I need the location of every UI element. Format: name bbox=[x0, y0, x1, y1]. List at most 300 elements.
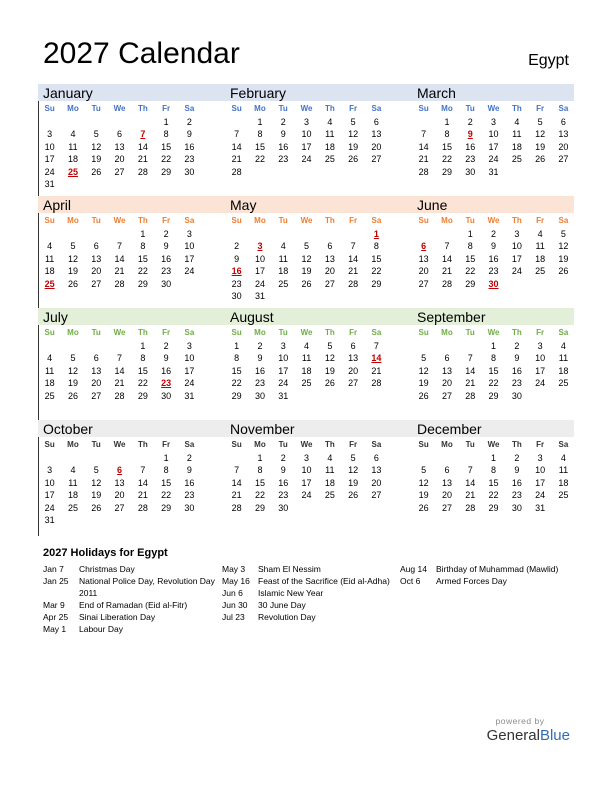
day-cell[interactable]: 12 bbox=[67, 253, 78, 264]
day-cell[interactable]: 28 bbox=[465, 390, 476, 401]
day-cell[interactable]: 14 bbox=[231, 477, 242, 488]
day-cell[interactable]: 21 bbox=[114, 266, 125, 276]
day-cell[interactable]: 22 bbox=[254, 154, 265, 164]
day-cell[interactable]: 23 bbox=[278, 490, 289, 500]
day-cell[interactable]: 19 bbox=[91, 154, 102, 164]
day-cell[interactable]: 15 bbox=[488, 477, 499, 488]
day-cell[interactable]: 28 bbox=[441, 278, 452, 289]
day-cell[interactable]: 14 bbox=[465, 477, 476, 488]
day-cell[interactable]: 9 bbox=[163, 353, 169, 363]
day-cell[interactable]: 20 bbox=[418, 266, 429, 276]
day-cell[interactable]: 18 bbox=[67, 490, 78, 500]
day-cell[interactable]: 14 bbox=[231, 141, 242, 152]
day-cell[interactable]: 4 bbox=[304, 340, 310, 351]
day-cell[interactable]: 7 bbox=[234, 465, 240, 475]
day-cell[interactable]: 22 bbox=[161, 490, 172, 500]
day-cell[interactable]: 13 bbox=[558, 129, 569, 139]
day-cell[interactable]: 7 bbox=[117, 241, 123, 251]
day-cell[interactable]: 2 bbox=[280, 452, 286, 463]
day-cell[interactable]: 7 bbox=[444, 241, 450, 251]
day-cell[interactable]: 6 bbox=[117, 129, 123, 139]
day-cell[interactable]: 29 bbox=[441, 166, 452, 177]
day-cell[interactable]: 24 bbox=[535, 378, 546, 388]
day-cell[interactable]: 19 bbox=[348, 477, 359, 488]
day-cell[interactable]: 14 bbox=[137, 141, 148, 152]
day-cell[interactable]: 11 bbox=[278, 253, 288, 264]
day-cell[interactable]: 13 bbox=[371, 129, 382, 139]
day-cell[interactable]: 11 bbox=[558, 465, 569, 475]
day-cell[interactable]: 27 bbox=[324, 278, 335, 289]
holiday-day-cell[interactable]: 6 bbox=[421, 241, 427, 251]
day-cell[interactable]: 23 bbox=[161, 266, 172, 276]
day-cell[interactable]: 22 bbox=[161, 154, 172, 164]
day-cell[interactable]: 19 bbox=[535, 141, 546, 152]
holiday-day-cell[interactable]: 30 bbox=[488, 278, 499, 289]
day-cell[interactable]: 31 bbox=[44, 179, 55, 189]
day-cell[interactable]: 21 bbox=[137, 490, 148, 500]
day-cell[interactable]: 6 bbox=[373, 116, 379, 127]
day-cell[interactable]: 1 bbox=[491, 452, 497, 463]
day-cell[interactable]: 3 bbox=[514, 228, 520, 239]
day-cell[interactable]: 20 bbox=[114, 490, 125, 500]
day-cell[interactable]: 29 bbox=[371, 278, 382, 289]
day-cell[interactable]: 8 bbox=[163, 465, 169, 475]
day-cell[interactable]: 29 bbox=[161, 166, 172, 177]
day-cell[interactable]: 26 bbox=[418, 502, 429, 513]
day-cell[interactable]: 20 bbox=[91, 378, 102, 388]
day-cell[interactable]: 11 bbox=[512, 129, 522, 139]
day-cell[interactable]: 17 bbox=[488, 141, 499, 152]
day-cell[interactable]: 24 bbox=[511, 266, 522, 276]
day-cell[interactable]: 31 bbox=[535, 502, 546, 513]
day-cell[interactable]: 20 bbox=[348, 365, 359, 376]
holiday-day-cell[interactable]: 23 bbox=[161, 378, 172, 388]
day-cell[interactable]: 21 bbox=[231, 490, 242, 500]
day-cell[interactable]: 14 bbox=[465, 365, 476, 376]
day-cell[interactable]: 9 bbox=[257, 353, 263, 363]
day-cell[interactable]: 7 bbox=[421, 129, 427, 139]
day-cell[interactable]: 27 bbox=[114, 502, 125, 513]
day-cell[interactable]: 1 bbox=[163, 452, 169, 463]
day-cell[interactable]: 18 bbox=[278, 266, 289, 276]
day-cell[interactable]: 6 bbox=[560, 116, 566, 127]
day-cell[interactable]: 13 bbox=[114, 477, 125, 488]
day-cell[interactable]: 23 bbox=[511, 490, 522, 500]
day-cell[interactable]: 25 bbox=[558, 490, 569, 500]
day-cell[interactable]: 21 bbox=[418, 154, 429, 164]
day-cell[interactable]: 2 bbox=[514, 340, 520, 351]
day-cell[interactable]: 10 bbox=[488, 129, 499, 139]
day-cell[interactable]: 23 bbox=[231, 278, 242, 289]
day-cell[interactable]: 17 bbox=[535, 365, 546, 376]
day-cell[interactable]: 10 bbox=[254, 253, 265, 264]
day-cell[interactable]: 16 bbox=[488, 253, 499, 264]
day-cell[interactable]: 21 bbox=[231, 154, 242, 164]
day-cell[interactable]: 25 bbox=[324, 154, 335, 164]
day-cell[interactable]: 14 bbox=[441, 253, 452, 264]
day-cell[interactable]: 8 bbox=[257, 129, 263, 139]
day-cell[interactable]: 21 bbox=[371, 365, 382, 376]
day-cell[interactable]: 9 bbox=[186, 465, 192, 475]
day-cell[interactable]: 26 bbox=[558, 266, 569, 276]
day-cell[interactable]: 8 bbox=[444, 129, 450, 139]
day-cell[interactable]: 31 bbox=[488, 166, 499, 177]
day-cell[interactable]: 15 bbox=[231, 365, 242, 376]
day-cell[interactable]: 28 bbox=[137, 166, 148, 177]
day-cell[interactable]: 22 bbox=[254, 490, 265, 500]
day-cell[interactable]: 28 bbox=[114, 390, 125, 401]
day-cell[interactable]: 27 bbox=[371, 154, 382, 164]
day-cell[interactable]: 2 bbox=[280, 116, 286, 127]
day-cell[interactable]: 20 bbox=[441, 490, 452, 500]
day-cell[interactable]: 5 bbox=[70, 241, 76, 251]
day-cell[interactable]: 2 bbox=[257, 340, 263, 351]
day-cell[interactable]: 7 bbox=[117, 353, 123, 363]
day-cell[interactable]: 6 bbox=[373, 452, 379, 463]
day-cell[interactable]: 10 bbox=[184, 353, 195, 363]
day-cell[interactable]: 7 bbox=[140, 465, 146, 475]
day-cell[interactable]: 13 bbox=[348, 353, 359, 363]
day-cell[interactable]: 1 bbox=[140, 228, 146, 239]
day-cell[interactable]: 29 bbox=[488, 502, 499, 513]
day-cell[interactable]: 9 bbox=[163, 241, 169, 251]
day-cell[interactable]: 15 bbox=[441, 141, 452, 152]
day-cell[interactable]: 6 bbox=[93, 241, 99, 251]
day-cell[interactable]: 11 bbox=[44, 365, 55, 376]
day-cell[interactable]: 25 bbox=[278, 278, 289, 289]
day-cell[interactable]: 27 bbox=[114, 166, 125, 177]
day-cell[interactable]: 10 bbox=[301, 465, 312, 475]
day-cell[interactable]: 12 bbox=[91, 477, 102, 488]
day-cell[interactable]: 14 bbox=[114, 253, 125, 264]
day-cell[interactable]: 3 bbox=[280, 340, 286, 351]
day-cell[interactable]: 23 bbox=[511, 378, 522, 388]
day-cell[interactable]: 6 bbox=[93, 353, 99, 363]
day-cell[interactable]: 7 bbox=[467, 465, 473, 475]
day-cell[interactable]: 24 bbox=[301, 154, 312, 164]
day-cell[interactable]: 4 bbox=[327, 452, 333, 463]
day-cell[interactable]: 18 bbox=[67, 154, 78, 164]
holiday-day-cell[interactable]: 25 bbox=[44, 278, 55, 289]
day-cell[interactable]: 10 bbox=[301, 129, 312, 139]
day-cell[interactable]: 21 bbox=[114, 378, 125, 388]
day-cell[interactable]: 26 bbox=[67, 390, 78, 401]
day-cell[interactable]: 16 bbox=[511, 477, 522, 488]
day-cell[interactable]: 21 bbox=[465, 490, 476, 500]
day-cell[interactable]: 8 bbox=[257, 465, 263, 475]
day-cell[interactable]: 24 bbox=[278, 378, 289, 388]
day-cell[interactable]: 29 bbox=[465, 278, 476, 289]
day-cell[interactable]: 4 bbox=[47, 241, 53, 251]
day-cell[interactable]: 26 bbox=[535, 154, 546, 164]
day-cell[interactable]: 3 bbox=[537, 340, 543, 351]
day-cell[interactable]: 27 bbox=[441, 390, 452, 401]
day-cell[interactable]: 30 bbox=[278, 502, 289, 513]
day-cell[interactable]: 13 bbox=[371, 465, 382, 475]
day-cell[interactable]: 28 bbox=[231, 502, 242, 513]
day-cell[interactable]: 7 bbox=[373, 340, 379, 351]
day-cell[interactable]: 29 bbox=[137, 278, 148, 289]
day-cell[interactable]: 26 bbox=[324, 378, 335, 388]
day-cell[interactable]: 28 bbox=[231, 166, 242, 177]
day-cell[interactable]: 19 bbox=[348, 141, 359, 152]
day-cell[interactable]: 9 bbox=[186, 129, 192, 139]
day-cell[interactable]: 30 bbox=[184, 502, 195, 513]
day-cell[interactable]: 15 bbox=[254, 141, 265, 152]
day-cell[interactable]: 6 bbox=[444, 465, 450, 475]
day-cell[interactable]: 7 bbox=[234, 129, 240, 139]
day-cell[interactable]: 4 bbox=[327, 116, 333, 127]
day-cell[interactable]: 9 bbox=[514, 353, 520, 363]
day-cell[interactable]: 24 bbox=[535, 490, 546, 500]
day-cell[interactable]: 15 bbox=[161, 141, 172, 152]
day-cell[interactable]: 16 bbox=[278, 477, 289, 488]
day-cell[interactable]: 28 bbox=[348, 278, 359, 289]
day-cell[interactable]: 5 bbox=[350, 116, 356, 127]
day-cell[interactable]: 25 bbox=[511, 154, 522, 164]
day-cell[interactable]: 9 bbox=[234, 253, 240, 264]
day-cell[interactable]: 12 bbox=[535, 129, 546, 139]
day-cell[interactable]: 27 bbox=[441, 502, 452, 513]
day-cell[interactable]: 23 bbox=[488, 266, 499, 276]
day-cell[interactable]: 11 bbox=[68, 477, 78, 488]
day-cell[interactable]: 2 bbox=[163, 228, 169, 239]
day-cell[interactable]: 22 bbox=[137, 378, 148, 388]
holiday-day-cell[interactable]: 16 bbox=[231, 266, 242, 276]
day-cell[interactable]: 13 bbox=[441, 477, 452, 488]
day-cell[interactable]: 1 bbox=[140, 340, 146, 351]
day-cell[interactable]: 18 bbox=[511, 141, 522, 152]
day-cell[interactable]: 10 bbox=[535, 353, 546, 363]
day-cell[interactable]: 31 bbox=[278, 390, 289, 401]
day-cell[interactable]: 13 bbox=[91, 253, 102, 264]
day-cell[interactable]: 4 bbox=[560, 340, 566, 351]
day-cell[interactable]: 20 bbox=[441, 378, 452, 388]
day-cell[interactable]: 3 bbox=[304, 452, 310, 463]
day-cell[interactable]: 26 bbox=[348, 490, 359, 500]
day-cell[interactable]: 18 bbox=[558, 477, 569, 488]
day-cell[interactable]: 9 bbox=[514, 465, 520, 475]
day-cell[interactable]: 4 bbox=[537, 228, 543, 239]
day-cell[interactable]: 12 bbox=[418, 365, 429, 376]
day-cell[interactable]: 23 bbox=[465, 154, 476, 164]
day-cell[interactable]: 20 bbox=[324, 266, 335, 276]
day-cell[interactable]: 3 bbox=[304, 116, 310, 127]
day-cell[interactable]: 19 bbox=[324, 365, 335, 376]
day-cell[interactable]: 27 bbox=[558, 154, 569, 164]
day-cell[interactable]: 16 bbox=[161, 253, 172, 264]
day-cell[interactable]: 11 bbox=[325, 129, 335, 139]
day-cell[interactable]: 17 bbox=[44, 154, 55, 164]
day-cell[interactable]: 12 bbox=[418, 477, 429, 488]
day-cell[interactable]: 26 bbox=[418, 390, 429, 401]
day-cell[interactable]: 31 bbox=[254, 291, 265, 301]
day-cell[interactable]: 2 bbox=[514, 452, 520, 463]
day-cell[interactable]: 25 bbox=[535, 266, 546, 276]
day-cell[interactable]: 10 bbox=[44, 477, 55, 488]
day-cell[interactable]: 1 bbox=[163, 116, 169, 127]
day-cell[interactable]: 11 bbox=[44, 253, 55, 264]
day-cell[interactable]: 18 bbox=[324, 141, 335, 152]
day-cell[interactable]: 30 bbox=[184, 166, 195, 177]
day-cell[interactable]: 18 bbox=[44, 266, 55, 276]
day-cell[interactable]: 10 bbox=[511, 241, 522, 251]
day-cell[interactable]: 17 bbox=[44, 490, 55, 500]
day-cell[interactable]: 24 bbox=[44, 502, 55, 513]
day-cell[interactable]: 2 bbox=[234, 241, 240, 251]
day-cell[interactable]: 15 bbox=[465, 253, 476, 264]
day-cell[interactable]: 14 bbox=[114, 365, 125, 376]
day-cell[interactable]: 4 bbox=[47, 353, 53, 363]
day-cell[interactable]: 13 bbox=[418, 253, 429, 264]
day-cell[interactable]: 20 bbox=[558, 141, 569, 152]
holiday-day-cell[interactable]: 3 bbox=[257, 241, 263, 251]
day-cell[interactable]: 12 bbox=[348, 129, 359, 139]
holiday-day-cell[interactable]: 25 bbox=[67, 166, 78, 177]
day-cell[interactable]: 23 bbox=[254, 378, 265, 388]
day-cell[interactable]: 4 bbox=[70, 129, 76, 139]
day-cell[interactable]: 28 bbox=[137, 502, 148, 513]
day-cell[interactable]: 28 bbox=[114, 278, 125, 289]
day-cell[interactable]: 3 bbox=[47, 465, 53, 475]
day-cell[interactable]: 16 bbox=[511, 365, 522, 376]
day-cell[interactable]: 30 bbox=[231, 291, 242, 301]
day-cell[interactable]: 12 bbox=[91, 141, 102, 152]
day-cell[interactable]: 22 bbox=[231, 378, 242, 388]
day-cell[interactable]: 8 bbox=[163, 129, 169, 139]
day-cell[interactable]: 19 bbox=[91, 490, 102, 500]
day-cell[interactable]: 18 bbox=[535, 253, 546, 264]
day-cell[interactable]: 12 bbox=[301, 253, 312, 264]
day-cell[interactable]: 24 bbox=[184, 266, 195, 276]
day-cell[interactable]: 21 bbox=[441, 266, 452, 276]
day-cell[interactable]: 26 bbox=[91, 502, 102, 513]
day-cell[interactable]: 28 bbox=[465, 502, 476, 513]
day-cell[interactable]: 27 bbox=[91, 278, 102, 289]
day-cell[interactable]: 14 bbox=[137, 477, 148, 488]
day-cell[interactable]: 8 bbox=[373, 241, 379, 251]
day-cell[interactable]: 19 bbox=[418, 378, 429, 388]
day-cell[interactable]: 10 bbox=[535, 465, 546, 475]
day-cell[interactable]: 19 bbox=[67, 378, 78, 388]
day-cell[interactable]: 20 bbox=[114, 154, 125, 164]
day-cell[interactable]: 4 bbox=[514, 116, 520, 127]
day-cell[interactable]: 24 bbox=[488, 154, 499, 164]
day-cell[interactable]: 4 bbox=[560, 452, 566, 463]
day-cell[interactable]: 5 bbox=[560, 228, 566, 239]
day-cell[interactable]: 16 bbox=[184, 477, 195, 488]
day-cell[interactable]: 7 bbox=[467, 353, 473, 363]
day-cell[interactable]: 19 bbox=[67, 266, 78, 276]
day-cell[interactable]: 27 bbox=[348, 378, 359, 388]
holiday-day-cell[interactable]: 7 bbox=[140, 129, 146, 139]
day-cell[interactable]: 19 bbox=[301, 266, 312, 276]
day-cell[interactable]: 12 bbox=[348, 465, 359, 475]
day-cell[interactable]: 14 bbox=[348, 253, 359, 264]
day-cell[interactable]: 30 bbox=[161, 278, 172, 289]
day-cell[interactable]: 5 bbox=[93, 465, 99, 475]
day-cell[interactable]: 12 bbox=[67, 365, 78, 376]
day-cell[interactable]: 28 bbox=[418, 166, 429, 177]
day-cell[interactable]: 6 bbox=[350, 340, 356, 351]
day-cell[interactable]: 30 bbox=[254, 390, 265, 401]
day-cell[interactable]: 24 bbox=[44, 166, 55, 177]
day-cell[interactable]: 29 bbox=[254, 502, 265, 513]
day-cell[interactable]: 16 bbox=[161, 365, 172, 376]
day-cell[interactable]: 2 bbox=[186, 452, 192, 463]
day-cell[interactable]: 15 bbox=[488, 365, 499, 376]
day-cell[interactable]: 27 bbox=[91, 390, 102, 401]
day-cell[interactable]: 19 bbox=[418, 490, 429, 500]
day-cell[interactable]: 25 bbox=[558, 378, 569, 388]
day-cell[interactable]: 21 bbox=[465, 378, 476, 388]
day-cell[interactable]: 1 bbox=[467, 228, 473, 239]
day-cell[interactable]: 10 bbox=[184, 241, 195, 251]
day-cell[interactable]: 19 bbox=[558, 253, 569, 264]
day-cell[interactable]: 23 bbox=[184, 154, 195, 164]
day-cell[interactable]: 10 bbox=[278, 353, 289, 363]
day-cell[interactable]: 11 bbox=[535, 241, 545, 251]
day-cell[interactable]: 8 bbox=[467, 241, 473, 251]
day-cell[interactable]: 1 bbox=[491, 340, 497, 351]
day-cell[interactable]: 3 bbox=[186, 228, 192, 239]
day-cell[interactable]: 4 bbox=[70, 465, 76, 475]
day-cell[interactable]: 17 bbox=[184, 253, 195, 264]
day-cell[interactable]: 2 bbox=[467, 116, 473, 127]
day-cell[interactable]: 17 bbox=[278, 365, 289, 376]
day-cell[interactable]: 15 bbox=[137, 365, 148, 376]
day-cell[interactable]: 22 bbox=[465, 266, 476, 276]
day-cell[interactable]: 28 bbox=[371, 378, 382, 388]
day-cell[interactable]: 11 bbox=[68, 141, 78, 152]
day-cell[interactable]: 3 bbox=[47, 129, 53, 139]
day-cell[interactable]: 24 bbox=[254, 278, 265, 289]
day-cell[interactable]: 26 bbox=[67, 278, 78, 289]
day-cell[interactable]: 8 bbox=[140, 353, 146, 363]
day-cell[interactable]: 15 bbox=[137, 253, 148, 264]
day-cell[interactable]: 2 bbox=[163, 340, 169, 351]
day-cell[interactable]: 18 bbox=[324, 477, 335, 488]
day-cell[interactable]: 3 bbox=[186, 340, 192, 351]
day-cell[interactable]: 22 bbox=[488, 490, 499, 500]
day-cell[interactable]: 20 bbox=[91, 266, 102, 276]
day-cell[interactable]: 7 bbox=[350, 241, 356, 251]
holiday-day-cell[interactable]: 6 bbox=[117, 465, 123, 475]
day-cell[interactable]: 30 bbox=[511, 502, 522, 513]
day-cell[interactable]: 9 bbox=[491, 241, 497, 251]
day-cell[interactable]: 2 bbox=[491, 228, 497, 239]
day-cell[interactable]: 18 bbox=[558, 365, 569, 376]
day-cell[interactable]: 22 bbox=[371, 266, 382, 276]
day-cell[interactable]: 16 bbox=[254, 365, 265, 376]
day-cell[interactable]: 30 bbox=[511, 390, 522, 401]
day-cell[interactable]: 13 bbox=[324, 253, 335, 264]
day-cell[interactable]: 6 bbox=[444, 353, 450, 363]
day-cell[interactable]: 29 bbox=[488, 390, 499, 401]
day-cell[interactable]: 5 bbox=[537, 116, 543, 127]
day-cell[interactable]: 5 bbox=[327, 340, 333, 351]
day-cell[interactable]: 5 bbox=[93, 129, 99, 139]
day-cell[interactable]: 2 bbox=[186, 116, 192, 127]
day-cell[interactable]: 11 bbox=[301, 353, 312, 363]
day-cell[interactable]: 5 bbox=[70, 353, 76, 363]
day-cell[interactable]: 11 bbox=[558, 353, 569, 363]
day-cell[interactable]: 16 bbox=[465, 141, 476, 152]
day-cell[interactable]: 13 bbox=[441, 365, 452, 376]
day-cell[interactable]: 17 bbox=[301, 141, 312, 152]
day-cell[interactable]: 27 bbox=[371, 490, 382, 500]
day-cell[interactable]: 24 bbox=[301, 490, 312, 500]
